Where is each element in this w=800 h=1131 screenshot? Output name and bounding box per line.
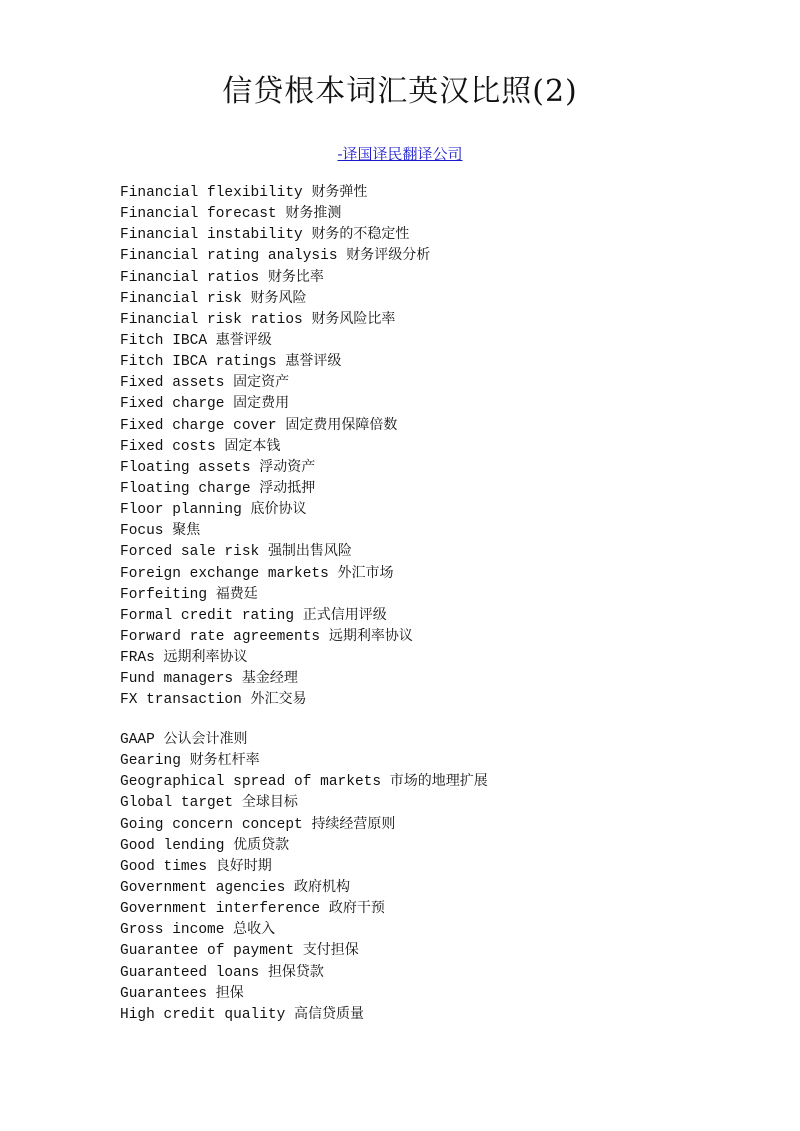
glossary-entry: [120, 372, 740, 393]
glossary-entry: [120, 898, 740, 919]
glossary-entry: [120, 626, 740, 647]
glossary-entry: [120, 835, 740, 856]
entry-term-en: Focus: [120, 523, 164, 540]
entry-term-en: Financial risk: [120, 290, 242, 307]
entry-term-zh: 优质贷款: [233, 836, 290, 853]
glossary-entry: [120, 541, 740, 562]
entry-term-zh: 外汇市场: [337, 564, 394, 581]
glossary-entry: [120, 203, 740, 224]
glossary-entry: [120, 647, 740, 668]
entry-term-zh: 强制出售风险: [267, 543, 352, 560]
subtitle-link[interactable]: -译国译民翻译公司: [337, 145, 463, 163]
entry-term-en: Financial risk ratios: [120, 311, 303, 328]
entry-term-zh: 市场的地理扩展: [389, 773, 488, 790]
glossary-entry: [120, 919, 740, 940]
entry-term-en: Fixed charge: [120, 396, 225, 413]
entry-term-zh: 远期利率协议: [163, 649, 248, 666]
subtitle: [0, 143, 800, 165]
entry-term-en: FX transaction: [120, 692, 242, 709]
glossary-entry: [120, 689, 740, 710]
entry-term-zh: 持续经营原则: [311, 815, 396, 832]
entry-term-zh: 良好时期: [215, 857, 272, 874]
entry-term-en: Fixed assets: [120, 375, 225, 392]
entry-term-zh: 远期利率协议: [328, 627, 413, 644]
entry-term-en: Fixed charge cover: [120, 417, 277, 434]
entry-term-zh: 浮动资产: [259, 458, 316, 475]
entry-term-en: Forced sale risk: [120, 544, 260, 561]
entry-term-en: GAAP: [120, 732, 155, 748]
entry-term-zh: 担保贷款: [267, 963, 324, 980]
page-title: 信贷根本词汇英汉比照(2): [222, 74, 578, 109]
entry-term-zh: 全球目标: [241, 794, 298, 811]
entry-term-en: Formal credit rating: [120, 607, 295, 624]
glossary-section-f: [120, 182, 740, 711]
entry-term-zh: 财务比率: [267, 268, 324, 285]
glossary-entry: [120, 1004, 740, 1025]
glossary-entry: [120, 792, 740, 813]
entry-term-en: Financial ratios: [120, 269, 260, 286]
glossary-entry: [120, 457, 740, 478]
glossary-entry: [120, 877, 740, 898]
entry-term-en: Guarantee of payment: [120, 943, 295, 960]
entry-term-zh: 固定本钱: [224, 437, 281, 454]
entry-term-zh: 财务风险: [250, 289, 307, 306]
glossary-entry: [120, 962, 740, 983]
entry-term-zh: 政府干预: [328, 900, 385, 917]
entry-term-en: Forfeiting: [120, 586, 208, 603]
entry-term-en: Government interference: [120, 901, 321, 918]
entry-term-zh: 财务的不稳定性: [311, 226, 410, 243]
entry-term-en: Fitch IBCA ratings: [120, 354, 277, 371]
entry-term-en: Global target: [120, 795, 234, 812]
glossary-entry: [120, 288, 740, 309]
entry-term-en: Financial rating analysis: [120, 248, 338, 265]
entry-term-en: Fixed costs: [120, 438, 216, 455]
glossary-entry: [120, 182, 740, 203]
glossary-entry: [120, 520, 740, 541]
glossary-entry: [120, 267, 740, 288]
glossary-entry: [120, 309, 740, 330]
entry-term-zh: 固定资产: [233, 374, 290, 391]
entry-term-zh: 财务杠杆率: [189, 752, 260, 769]
entry-term-en: Guarantees: [120, 985, 208, 1002]
entry-term-zh: 正式信用评级: [302, 606, 387, 623]
glossary-entry: [120, 729, 740, 750]
entry-term-zh: 固定费用保障倍数: [285, 416, 398, 433]
glossary-entry: [120, 563, 740, 584]
entry-term-en: FRAs: [120, 650, 155, 667]
entry-term-en: Good times: [120, 858, 208, 875]
entry-term-zh: 财务推测: [285, 205, 342, 222]
entry-term-zh: 担保: [215, 984, 244, 1001]
entry-term-en: Government agencies: [120, 879, 286, 896]
glossary-entry: [120, 478, 740, 499]
glossary-entry: [120, 330, 740, 351]
glossary-section-g: [120, 729, 740, 1025]
glossary-entry: [120, 814, 740, 835]
glossary-entry: [120, 415, 740, 436]
entry-term-en: Financial forecast: [120, 206, 277, 223]
entry-term-zh: 政府机构: [294, 878, 351, 895]
glossary-entry: [120, 393, 740, 414]
entry-term-en: Financial instability: [120, 227, 303, 244]
entry-term-zh: 浮动抵押: [259, 479, 316, 496]
entry-term-zh: 惠誉评级: [285, 353, 342, 370]
entry-term-en: Geographical spread of markets: [120, 774, 382, 791]
entry-term-zh: 财务弹性: [311, 184, 368, 200]
entry-term-zh: 聚焦: [172, 522, 201, 539]
entry-term-en: Gearing: [120, 753, 181, 770]
glossary-entry: [120, 856, 740, 877]
glossary-entry: [120, 351, 740, 372]
entry-term-en: Floating assets: [120, 459, 251, 476]
entry-term-zh: 财务风险比率: [311, 310, 396, 327]
glossary-entry: [120, 245, 740, 266]
entry-term-en: Forward rate agreements: [120, 628, 321, 645]
glossary-entry: [120, 605, 740, 626]
entry-term-zh: 惠誉评级: [215, 331, 272, 348]
entry-term-en: Going concern concept: [120, 816, 303, 833]
entry-term-en: Fitch IBCA: [120, 332, 208, 349]
entry-term-en: Guaranteed loans: [120, 964, 260, 981]
glossary-entry: [120, 940, 740, 961]
glossary-entry: [120, 750, 740, 771]
glossary-entry: [120, 224, 740, 245]
entry-term-en: Fund managers: [120, 671, 234, 688]
glossary-entry: [120, 584, 740, 605]
entry-term-en: Floor planning: [120, 502, 242, 519]
entry-term-en: Foreign exchange markets: [120, 565, 329, 582]
entry-term-zh: 基金经理: [241, 670, 298, 687]
entry-term-zh: 支付担保: [302, 942, 359, 959]
glossary-entry: [120, 668, 740, 689]
entry-term-zh: 外汇交易: [250, 691, 307, 708]
entry-term-zh: 总收入: [233, 921, 276, 938]
glossary-entry: [120, 983, 740, 1004]
glossary-entry: [120, 436, 740, 457]
entry-term-en: High credit quality: [120, 1006, 286, 1023]
entry-term-zh: 底价协议: [250, 501, 307, 518]
entry-term-zh: 福费廷: [215, 585, 258, 602]
entry-term-zh: 公认会计准则: [163, 731, 248, 747]
glossary-entry: [120, 499, 740, 520]
entry-term-en: Financial flexibility: [120, 185, 303, 201]
entry-term-en: Floating charge: [120, 480, 251, 497]
glossary-entry: [120, 771, 740, 792]
entry-term-en: Good lending: [120, 837, 225, 854]
entry-term-zh: 固定费用: [233, 395, 290, 412]
entry-term-zh: 高信贷质量: [294, 1005, 365, 1022]
entry-term-zh: 财务评级分析: [346, 247, 431, 264]
entry-term-en: Gross income: [120, 922, 225, 939]
